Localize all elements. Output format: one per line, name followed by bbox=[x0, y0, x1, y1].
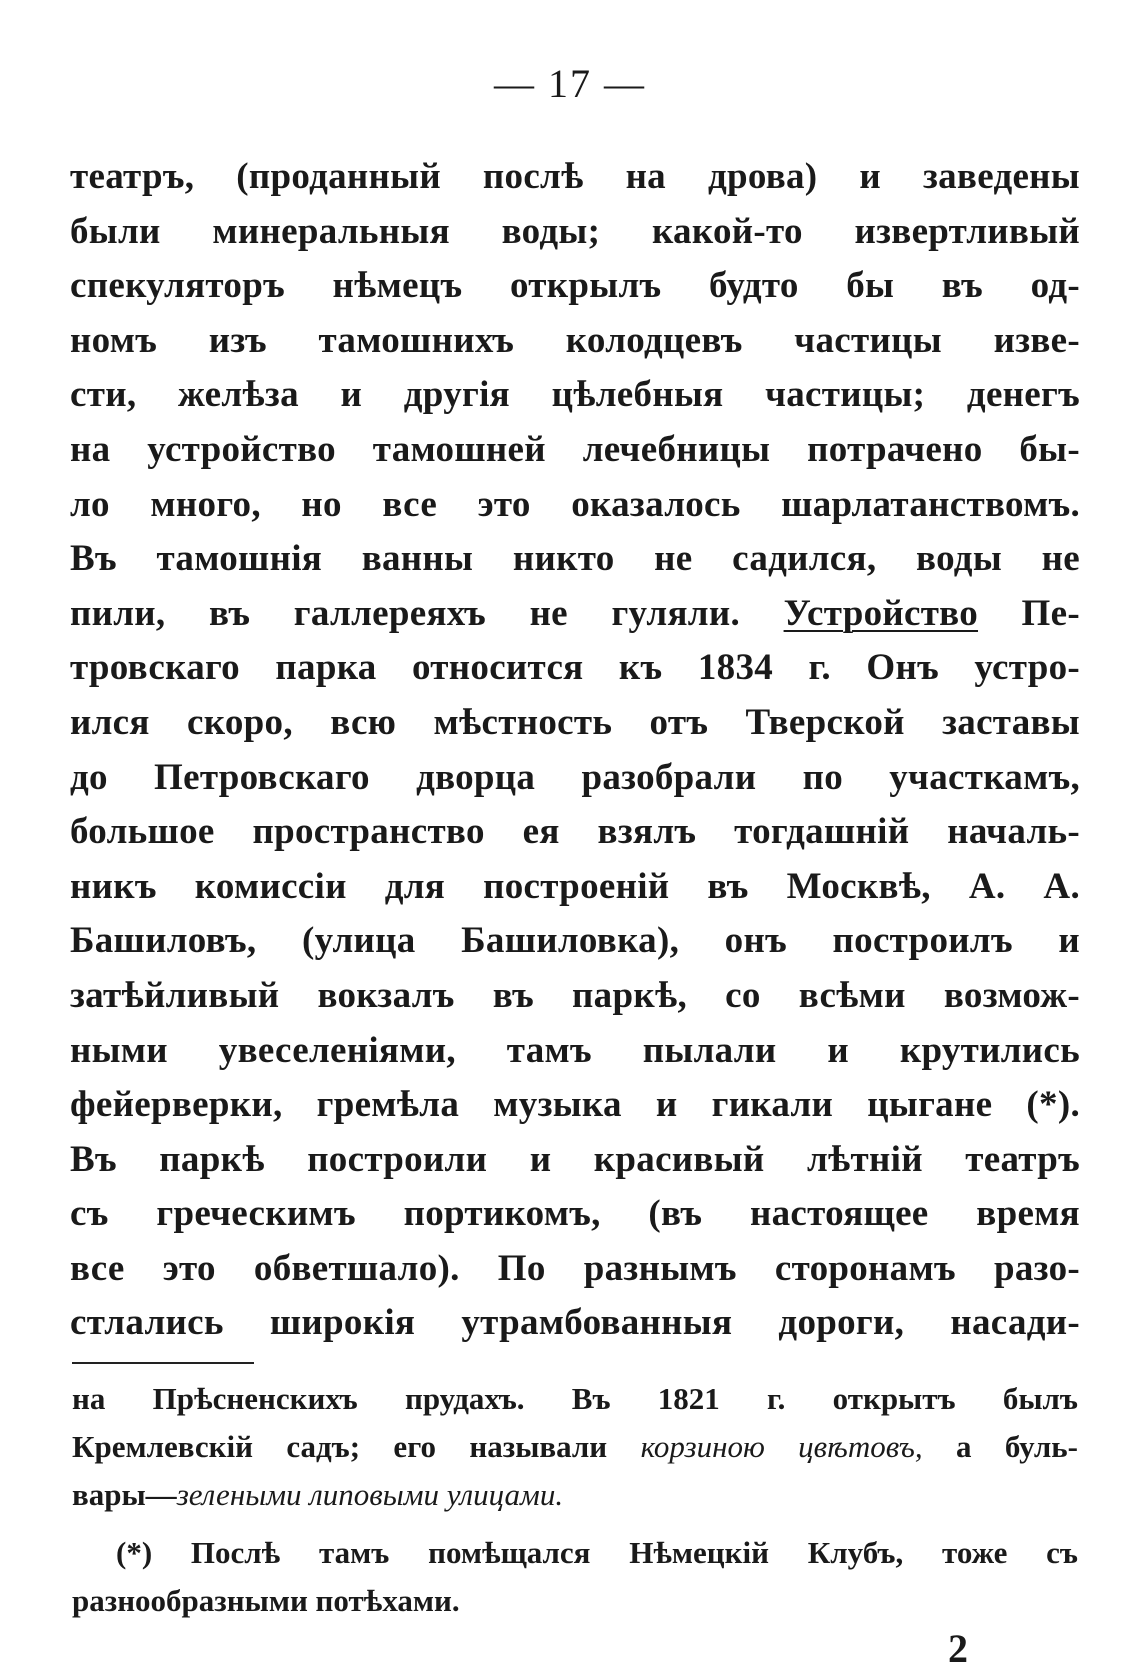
underlined-word: Устройство bbox=[783, 592, 979, 634]
text-line-19: Въ паркѣ построили и красивый лѣтній театръ bbox=[70, 1138, 1080, 1180]
main-text-block bbox=[70, 150, 1080, 1351]
text-line-6: на устройство тамошней лечебницы потрачено бы- bbox=[70, 428, 1080, 470]
footnotes-block bbox=[72, 1375, 1078, 1625]
text-line-9-before: пили, въ галлереяхъ не гуляли. bbox=[70, 592, 784, 634]
text-line-13: большое пространство ея взялъ тогдашній началь- bbox=[70, 811, 1080, 853]
text-line-9 bbox=[70, 587, 1080, 642]
text-line-7: ло много, но все это оказалось шарлатанствомъ. bbox=[70, 483, 1080, 525]
text-line-15: Башиловъ, (улица Башиловка), онъ построилъ и bbox=[70, 920, 1080, 962]
text-line-22: стлались широкія утрамбованныя дороги, насади- bbox=[70, 1302, 1080, 1344]
text-line-3: спекуляторъ нѣмецъ открылъ будто бы въ од- bbox=[70, 265, 1080, 307]
footnote-2-line-1: (*) Послѣ тамъ помѣщался Нѣмецкій Клубъ, тоже съ bbox=[116, 1535, 1078, 1570]
footnote-1-line-3-start: вары— bbox=[72, 1477, 177, 1512]
printer-signature-mark: 2 bbox=[948, 1626, 968, 1671]
text-line-2: были минеральныя воды; какой-то извертливый bbox=[70, 210, 1080, 252]
footnote-1-line-2-end: а буль- bbox=[922, 1429, 1079, 1464]
footnote-divider bbox=[72, 1362, 254, 1364]
text-line-16: затѣйливый вокзалъ въ паркѣ, со всѣми возмож- bbox=[70, 974, 1080, 1016]
footnote-1-italic-phrase-2: зелеными липовыми улицами. bbox=[176, 1477, 564, 1512]
text-line-10: тровскаго парка относится къ 1834 г. Онъ устро- bbox=[70, 647, 1080, 689]
text-line-17: ными увеселеніями, тамъ пылали и крутились bbox=[70, 1029, 1080, 1071]
text-line-14: никъ комиссіи для построеній въ Москвѣ, А. А. bbox=[70, 865, 1080, 907]
footnote-gap bbox=[72, 1519, 1078, 1529]
footnote-1-line-3 bbox=[72, 1471, 1078, 1519]
text-line-9-after: Пе- bbox=[978, 592, 1080, 634]
text-line-12: до Петровскаго дворца разобрали по участкамъ, bbox=[70, 756, 1080, 798]
text-line-1: театръ, (проданный послѣ на дрова) и заведены bbox=[70, 156, 1080, 197]
footnote-1-italic-phrase-1: корзиною цвѣтовъ, bbox=[640, 1429, 923, 1464]
text-line-18: фейерверки, гремѣла музыка и гикали цыгане (*). bbox=[70, 1084, 1080, 1126]
text-line-21: все это обветшало). По разнымъ сторонамъ разо- bbox=[70, 1247, 1080, 1289]
footnote-1-line-1: на Прѣсненскихъ прудахъ. Въ 1821 г. открытъ былъ bbox=[72, 1381, 1078, 1416]
text-line-11: ился скоро, всю мѣстность отъ Тверской заставы bbox=[70, 701, 1080, 743]
text-line-20: съ греческимъ портикомъ, (въ настоящее время bbox=[70, 1193, 1080, 1235]
footnote-1-line-2 bbox=[72, 1423, 1078, 1471]
text-line-8: Въ тамошнія ванны никто не садился, воды не bbox=[70, 538, 1080, 580]
text-line-4: номъ изъ тамошнихъ колодцевъ частицы изве- bbox=[70, 319, 1080, 361]
page-number: — 17 — bbox=[494, 61, 646, 106]
footnote-2-line-2: разнообразными потѣхами. bbox=[72, 1583, 460, 1618]
text-line-5: сти, желѣза и другія цѣлебныя частицы; денегъ bbox=[70, 374, 1080, 416]
footnote-1-line-2-start: Кремлевскій садъ; его называли bbox=[72, 1429, 641, 1464]
